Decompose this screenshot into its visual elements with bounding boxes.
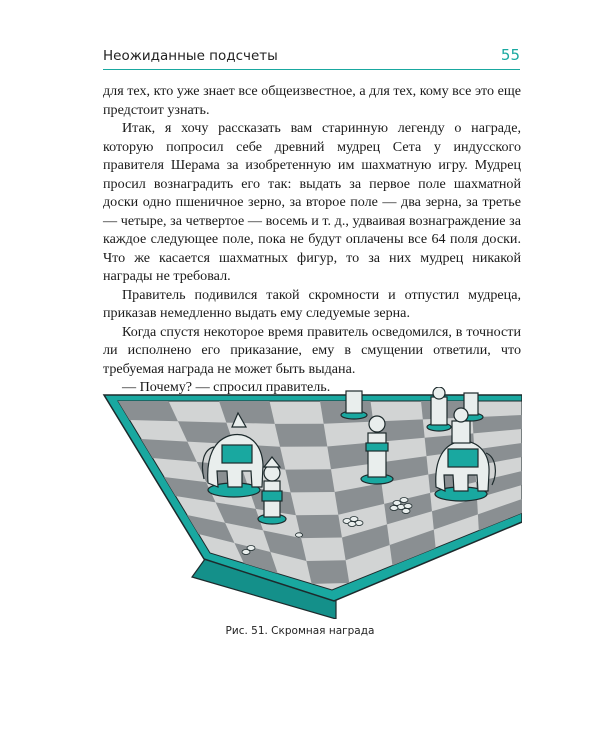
dialog-line: — Почему? — спросил правитель. bbox=[122, 379, 331, 395]
board-square-dark bbox=[285, 469, 334, 492]
chessboard-svg bbox=[96, 387, 522, 619]
running-title: Неожиданные подсчеты bbox=[103, 48, 278, 64]
page-header bbox=[103, 48, 520, 68]
chessboard-illustration bbox=[96, 387, 522, 619]
board-square-dark bbox=[306, 560, 349, 584]
body-text bbox=[103, 82, 521, 415]
paragraph: Итак, я хочу рассказать вам старинную легенду о награде, которую попросил себе древний мудрец Сета у индусского правителя Шерама за изобретенную им шахматную игру. Мудрец просил вознаградить его так: выдать за первое поле шахматной доски одно пшеничное зерно, за второе поле — два зерна, за третье — четыре, за четвертое — восемь и т. д., удваивая вознаграждение за каждое следующее поле, пока не будут оплачены все 64 поля доски. Что же касается шахматных фигур, то за них мудрец никакой награды не требовал. bbox=[103, 120, 521, 284]
rook-piece-back bbox=[427, 387, 451, 431]
board-square-dark bbox=[275, 424, 328, 447]
figure-caption: Рис. 51. Скромная награда bbox=[225, 625, 375, 637]
page-number: 55 bbox=[500, 46, 520, 64]
paragraph: для тех, кто уже знает все общеизвестное, а для тех, кому все это еще предстоит узнать. bbox=[103, 83, 521, 118]
paragraph: Когда спустя некоторое время правитель осведомился, в точности ли исполнено его приказание, ему в смущении ответили, что требуемая награда не может быть выдана. bbox=[103, 323, 521, 377]
header-rule bbox=[103, 69, 520, 70]
paragraph: Правитель подивился такой скромности и отпустил мудреца, приказав немедленно выдать ему следуемые зерна. bbox=[103, 286, 521, 321]
board-square-dark bbox=[219, 401, 275, 424]
